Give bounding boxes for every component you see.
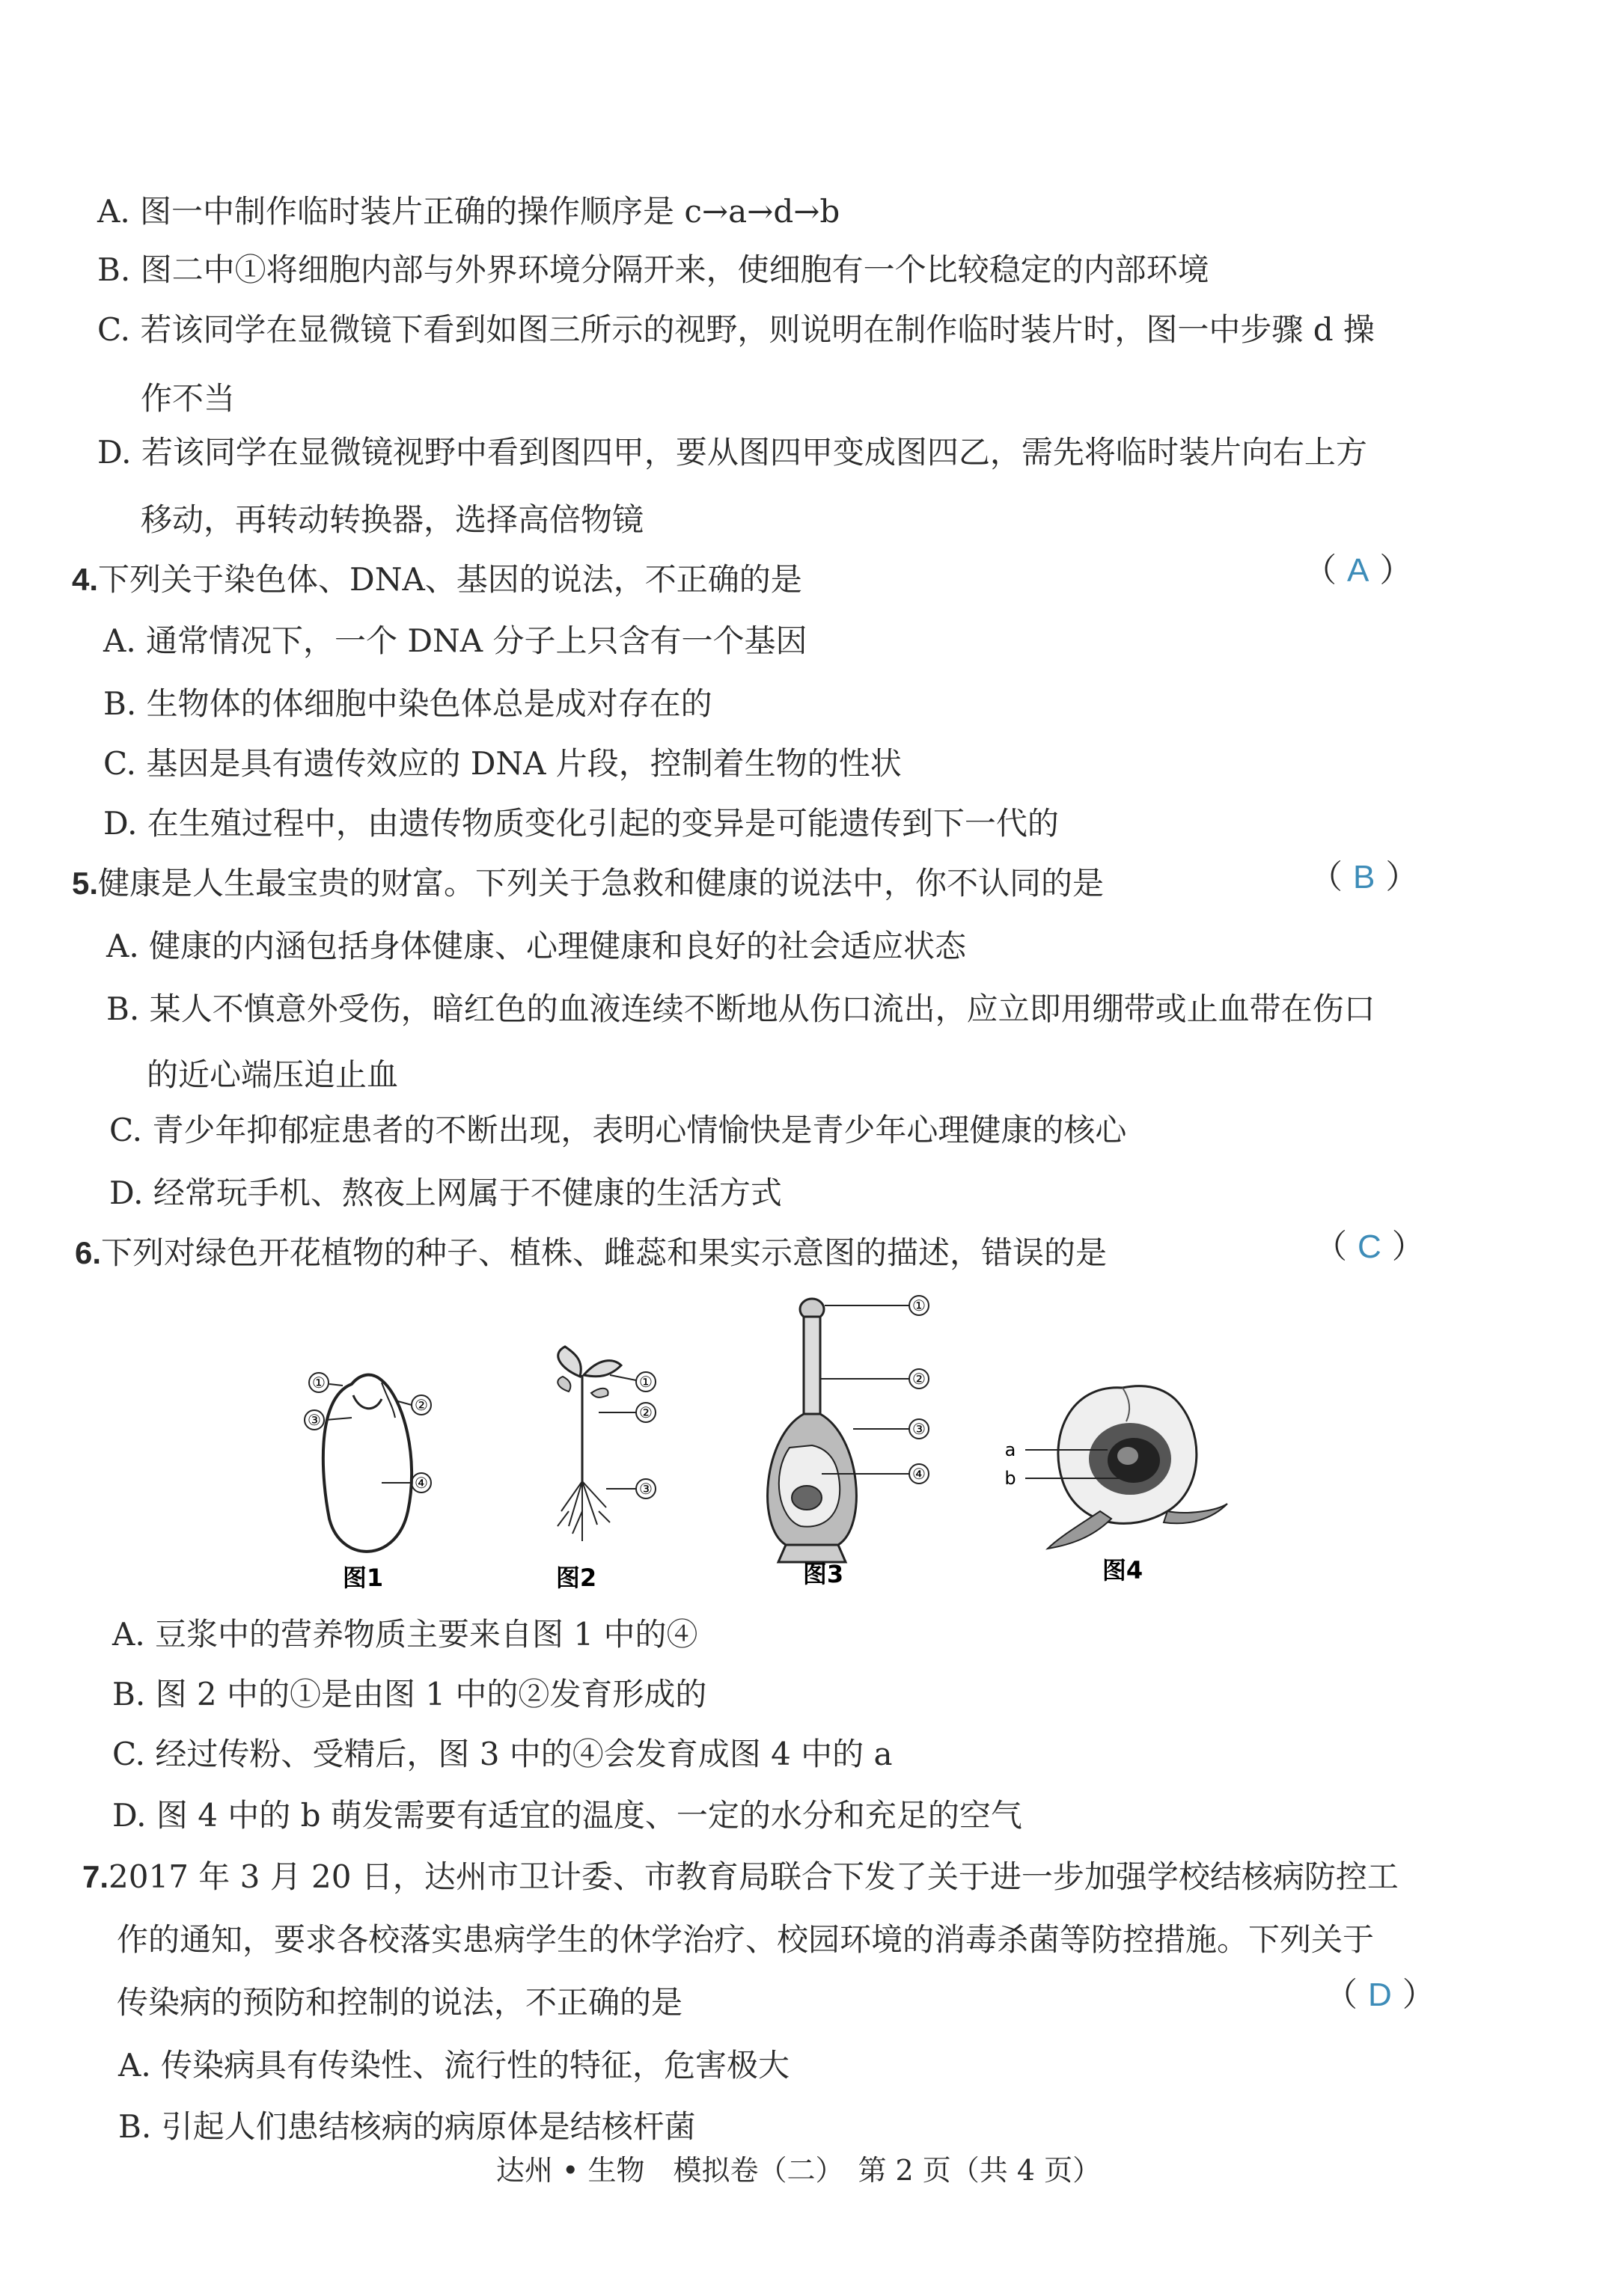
q7-stem-text: 2017 年 3 月 20 日，达州市卫计委、市教育局联合下发了关于进一步加强学校结核病防控工 — [109, 1858, 1399, 1895]
q4-option-a: A. 通常情况下，一个 DNA 分子上只含有一个基因 — [103, 622, 807, 659]
q4-option-c: C. 基因是具有遗传效应的 DNA 片段，控制着生物的性状 — [103, 745, 902, 782]
q4-option-b: B. 生物体的体细胞中染色体总是成对存在的 — [103, 685, 712, 722]
q6-number: 6. — [75, 1235, 102, 1270]
fig1-label-3: ③ — [308, 1411, 321, 1429]
q3-option-c-line1: C. 若该同学在显微镜下看到如图三所示的视野，则说明在制作临时装片时，图一中步骤 d 操 — [97, 311, 1375, 348]
pistil-figure — [768, 1296, 929, 1588]
fig3-label-2: ② — [912, 1370, 926, 1388]
q6-answer-box: （ C ） — [1314, 1228, 1425, 1266]
q4-stem — [72, 560, 802, 600]
seed-figure — [305, 1373, 431, 1592]
fig1-label-4: ④ — [415, 1474, 428, 1492]
q7-answer: D — [1368, 1977, 1392, 2013]
page-footer: 达州 • 生物 模拟卷（二） 第 2 页（共 4 页） — [495, 2154, 1102, 2187]
q3-option-c-line2: 作不当 — [141, 380, 236, 417]
q7-option-a: A. 传染病具有传染性、流行性的特征，危害极大 — [118, 2047, 790, 2084]
q6-answer: C — [1358, 1228, 1381, 1265]
q6-stem — [75, 1233, 1107, 1273]
q7-stem-line3: 传染病的预防和控制的说法，不正确的是 — [117, 1984, 683, 2021]
q6-option-d: D. 图 4 中的 b 萌发需要有适宜的温度、一定的水分和充足的空气 — [112, 1797, 1022, 1834]
q7-option-b: B. 引起人们患结核病的病原体是结核杆菌 — [118, 2108, 696, 2145]
fig2-label-1: ① — [639, 1373, 653, 1391]
q5-answer: B — [1353, 859, 1375, 896]
q5-number: 5. — [72, 866, 99, 901]
q3-option-b: B. 图二中①将细胞内部与外界环境分隔开来，使细胞有一个比较稳定的内部环境 — [97, 251, 1209, 288]
fig2-label-3: ③ — [639, 1480, 653, 1498]
fig3-label-3: ③ — [912, 1420, 926, 1438]
fig4-caption: 图4 — [1102, 1556, 1143, 1585]
fig4-label-a: a — [1004, 1439, 1016, 1460]
q6-figures — [269, 1287, 1272, 1601]
q7-stem-line1 — [82, 1857, 1399, 1897]
q4-number: 4. — [72, 562, 99, 597]
fig2-caption: 图2 — [555, 1564, 597, 1592]
q5-option-a: A. 健康的内涵包括身体健康、心理健康和良好的社会适应状态 — [106, 928, 967, 964]
q5-option-b-line2: 的近心端压迫止血 — [147, 1056, 399, 1093]
q4-answer-box: （ A ） — [1304, 551, 1413, 590]
q6-stem-text: 下列对绿色开花植物的种子、植株、雌蕊和果实示意图的描述，错误的是 — [101, 1234, 1108, 1271]
q3-option-d-line1: D. 若该同学在显微镜视野中看到图四甲，要从图四甲变成图四乙，需先将临时装片向右上方 — [97, 434, 1367, 471]
fig2-label-2: ② — [639, 1403, 653, 1421]
q5-stem — [72, 863, 1104, 904]
fig1-label-1: ① — [312, 1374, 326, 1392]
q7-stem-line2: 作的通知，要求各校落实患病学生的休学治疗、校园环境的消毒杀菌等防控措施。下列关于 — [117, 1921, 1375, 1958]
fig3-caption: 图3 — [802, 1560, 844, 1588]
q6-option-a: A. 豆浆中的营养物质主要来自图 1 中的④ — [112, 1616, 698, 1653]
q5-option-c: C. 青少年抑郁症患者的不断出现，表明心情愉快是青少年心理健康的核心 — [109, 1112, 1127, 1148]
q7-number: 7. — [82, 1859, 109, 1894]
q3-option-d-line2: 移动，再转动转换器，选择高倍物镜 — [141, 501, 644, 538]
q3-option-a: A. 图一中制作临时装片正确的操作顺序是 c→a→d→b — [97, 193, 840, 230]
fig3-label-1: ① — [912, 1297, 926, 1314]
q4-option-d: D. 在生殖过程中，由遗传物质变化引起的变异是可能遗传到下一代的 — [103, 805, 1059, 842]
q5-option-b-line1: B. 某人不慎意外受伤，暗红色的血液连续不断地从伤口流出，应立即用绷带或止血带在伤口 — [106, 991, 1375, 1027]
fig1-label-2: ② — [415, 1396, 428, 1414]
q4-stem-text: 下列关于染色体、DNA、基因的说法，不正确的是 — [98, 561, 802, 598]
fig1-caption: 图1 — [342, 1564, 384, 1592]
fig4-label-b: b — [1004, 1468, 1016, 1489]
q5-stem-text: 健康是人生最宝贵的财富。下列关于急救和健康的说法中，你不认同的是 — [98, 865, 1105, 901]
q5-answer-box: （ B ） — [1310, 858, 1419, 896]
q4-answer: A — [1347, 552, 1369, 589]
plant-figure — [556, 1347, 656, 1592]
fruit-figure — [1004, 1386, 1227, 1585]
fig3-label-4: ④ — [912, 1465, 926, 1483]
q6-option-b: B. 图 2 中的①是由图 1 中的②发育形成的 — [112, 1676, 707, 1712]
q5-option-d: D. 经常玩手机、熬夜上网属于不健康的生活方式 — [109, 1175, 782, 1211]
q6-option-c: C. 经过传粉、受精后，图 3 中的④会发育成图 4 中的 a — [112, 1736, 893, 1772]
q7-answer-box: （ D ） — [1325, 1976, 1435, 2014]
